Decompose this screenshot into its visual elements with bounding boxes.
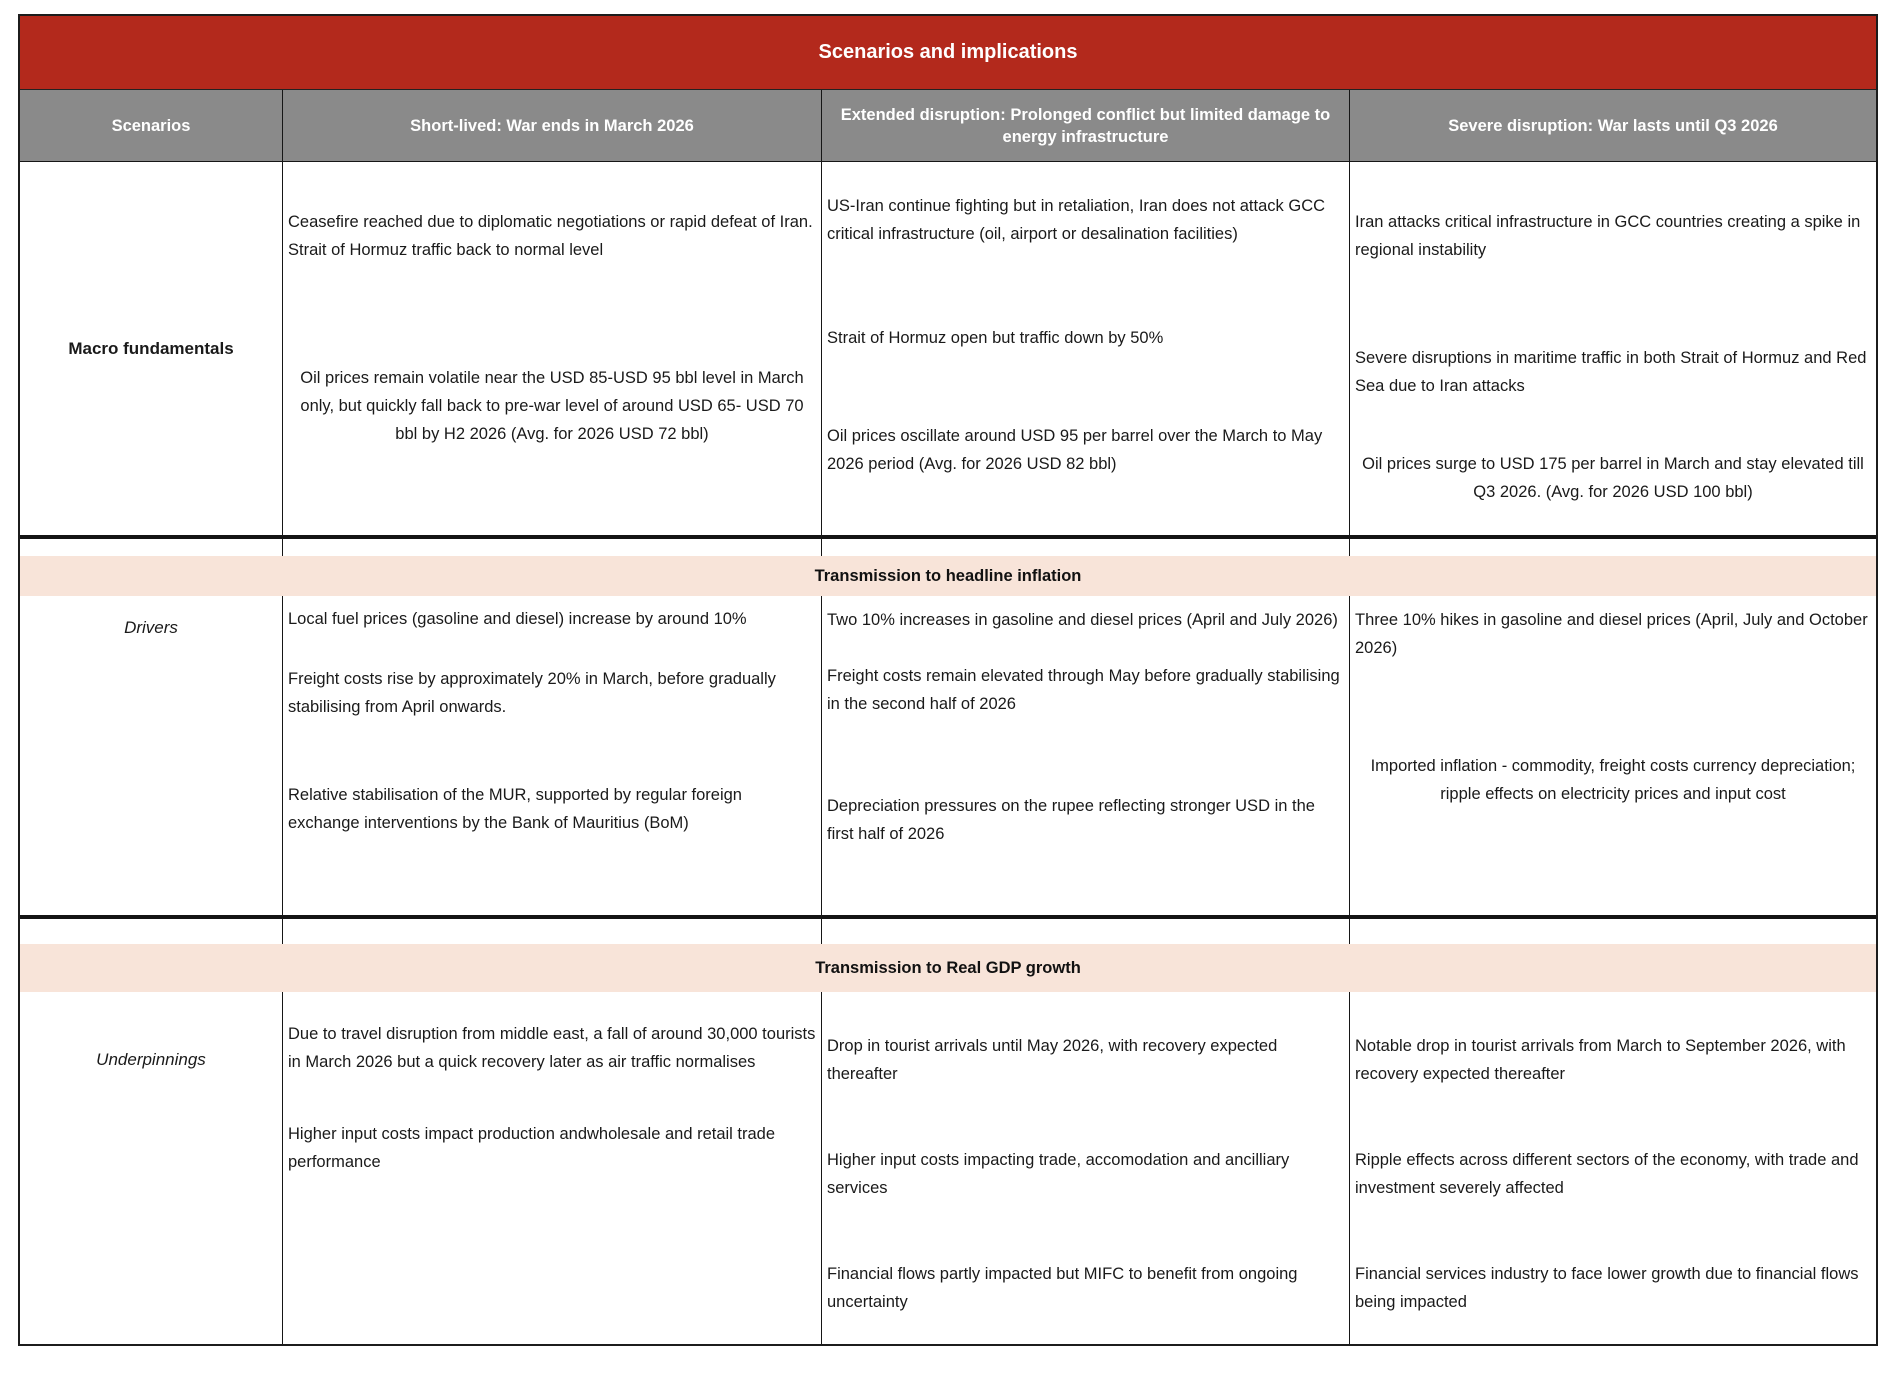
cell-macro-severe xyxy=(1350,162,1876,535)
cell-macro-extended xyxy=(822,162,1350,535)
spacer-cell xyxy=(822,919,1350,944)
paragraph: Relative stabilisation of the MUR, supported by regular foreign exchange interventions by the Bank of Mauritius (BoM) xyxy=(288,786,742,832)
spacer-cell xyxy=(283,919,822,944)
paragraph: Freight costs rise by approximately 20% in March, before gradually stabilising from April onwards. xyxy=(288,670,776,716)
table-title-bar xyxy=(20,16,1876,90)
paragraph: Oil prices remain volatile near the USD 85-USD 95 bbl level in March only, but quickly fall back to pre-war level of around USD 65- USD 70 bbl by H2 2026 (Avg. for 2026 USD 72 bbl) xyxy=(300,369,804,443)
spacer-row xyxy=(20,919,1876,944)
header-short-lived: Short-lived: War ends in March 2026 xyxy=(283,90,822,161)
paragraph: Drop in tourist arrivals until May 2026, with recovery expected thereafter xyxy=(827,1037,1278,1083)
cell-macro-short-lived xyxy=(283,162,822,535)
spacer-cell xyxy=(20,919,283,944)
spacer-cell xyxy=(1350,539,1876,556)
label-cell-drivers xyxy=(20,596,283,915)
table-title: Scenarios and implications xyxy=(818,41,1078,63)
spacer-cell xyxy=(283,539,822,556)
paragraph: Financial services industry to face lower growth due to financial flows being impacted xyxy=(1355,1265,1859,1311)
paragraph: Freight costs remain elevated through May before gradually stabilising in the second half of 2026 xyxy=(827,667,1340,713)
cell-underpinnings-short-lived xyxy=(283,992,822,1344)
paragraph: Higher input costs impacting trade, accomodation and ancilliary services xyxy=(827,1151,1290,1197)
paragraph: Three 10% hikes in gasoline and diesel prices (April, July and October 2026) xyxy=(1355,611,1868,657)
spacer-cell xyxy=(822,539,1350,556)
paragraph: Financial flows partly impacted but MIFC to benefit from ongoing uncertainty xyxy=(827,1265,1298,1311)
cell-drivers-extended xyxy=(822,596,1350,915)
band-transmission-inflation xyxy=(20,556,1876,596)
label-cell-macro-fundamentals xyxy=(20,162,283,535)
scenarios-table xyxy=(18,14,1878,1346)
paragraph: Due to travel disruption from middle east, a fall of around 30,000 tourists in March 2026 but a quick recovery later as air traffic normalises xyxy=(288,1025,816,1071)
paragraph: Strait of Hormuz open but traffic down by 50% xyxy=(827,329,1164,347)
header-scenarios: Scenarios xyxy=(20,90,283,161)
paragraph: Notable drop in tourist arrivals from March to September 2026, with recovery expected thereafter xyxy=(1355,1037,1846,1083)
paragraph: Ceasefire reached due to diplomatic negotiations or rapid defeat of Iran. Strait of Hormuz traffic back to normal level xyxy=(288,213,813,259)
band-title: Transmission to Real GDP growth xyxy=(815,958,1081,977)
paragraph: Severe disruptions in maritime traffic in both Strait of Hormuz and Red Sea due to Iran attacks xyxy=(1355,349,1867,395)
row-macro-fundamentals xyxy=(20,162,1876,539)
paragraph: Higher input costs impact production andwholesale and retail trade performance xyxy=(288,1125,776,1171)
row-label: Macro fundamentals xyxy=(68,338,234,358)
band-transmission-gdp xyxy=(20,944,1876,992)
header-extended-disruption: Extended disruption: Prolonged conflict but limited damage to energy infrastructure xyxy=(822,90,1350,161)
cell-underpinnings-severe xyxy=(1350,992,1876,1344)
paragraph: Ripple effects across different sectors of the economy, with trade and investment severely affected xyxy=(1355,1151,1859,1197)
row-label: Underpinnings xyxy=(96,1050,206,1069)
header-severe-disruption: Severe disruption: War lasts until Q3 2026 xyxy=(1448,116,1778,135)
spacer-row xyxy=(20,539,1876,556)
paragraph: US-Iran continue fighting but in retaliation, Iran does not attack GCC critical infrastructure (oil, airport or desalination facilities) xyxy=(827,197,1326,243)
paragraph: Two 10% increases in gasoline and diesel prices (April and July 2026) xyxy=(827,611,1338,629)
row-drivers xyxy=(20,596,1876,919)
band-title: Transmission to headline inflation xyxy=(814,566,1082,585)
cell-underpinnings-extended xyxy=(822,992,1350,1344)
paragraph: Oil prices surge to USD 175 per barrel in March and stay elevated till Q3 2026. (Avg. for 2026 USD 100 bbl) xyxy=(1362,455,1864,501)
row-underpinnings xyxy=(20,992,1876,1344)
paragraph: Oil prices oscillate around USD 95 per barrel over the March to May 2026 period (Avg. for 2026 USD 82 bbl) xyxy=(827,427,1323,473)
label-cell-underpinnings xyxy=(20,992,283,1344)
row-label: Drivers xyxy=(124,618,178,637)
spacer-cell xyxy=(20,539,283,556)
paragraph: Local fuel prices (gasoline and diesel) increase by around 10% xyxy=(288,610,747,628)
cell-drivers-short-lived xyxy=(283,596,822,915)
paragraph: Depreciation pressures on the rupee reflecting stronger USD in the first half of 2026 xyxy=(827,797,1315,843)
paragraph: Imported inflation - commodity, freight costs currency depreciation; ripple effects on electricity prices and input cost xyxy=(1370,757,1856,803)
spacer-cell xyxy=(1350,919,1876,944)
cell-drivers-severe xyxy=(1350,596,1876,915)
header-row xyxy=(20,90,1876,162)
paragraph: Iran attacks critical infrastructure in GCC countries creating a spike in regional instability xyxy=(1355,213,1861,259)
